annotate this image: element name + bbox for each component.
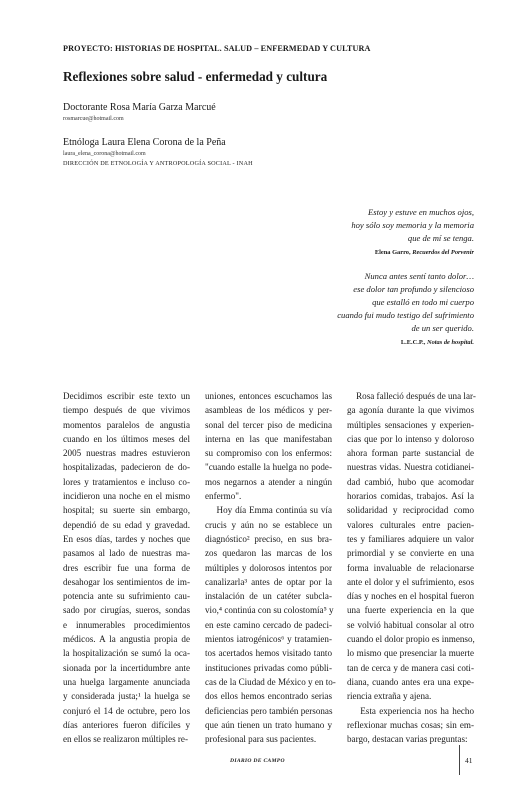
body-text-line: instalación de un catéter subcla-: [205, 591, 332, 602]
body-text-line: dad cambió, hubo que acomodar: [347, 476, 474, 487]
epigraph-2-source: [214, 339, 474, 346]
body-text-line: una huelga largamente anunciada: [63, 676, 190, 687]
epigraph-2-line: que estalló en todo mi cuerpo: [372, 297, 474, 307]
author-2-email: laura_elena_corona@hotmail.com: [63, 151, 146, 157]
project-heading: PROYECTO: HISTORIAS DE HOSPITAL. SALUD – ENFERMEDAD Y CULTURA: [63, 44, 371, 53]
body-text-line: interna en las que manifestaban: [205, 433, 332, 444]
body-text-line: sado por cirugías, sueros, sondas: [63, 605, 190, 616]
body-text-line: enfermo".: [205, 491, 242, 502]
body-text-line: médicos. A la angustia propia de: [63, 634, 190, 645]
body-text-line: múltiples sensaciones y experien-: [347, 419, 474, 430]
body-text-line: dependió de su edad y gravedad.: [63, 519, 190, 530]
epigraph-1-line: que de mí se tenga.: [407, 233, 474, 243]
body-text-line: tiempo después de que vivimos: [63, 405, 190, 416]
body-text-line: días y noches en el hospital fueron: [347, 591, 474, 602]
author-2-name: Etnóloga Laura Elena Corona de la Peña: [63, 137, 226, 148]
body-text-line: diana, cuando antes era una expe-: [347, 676, 474, 687]
body-text-line: cas de la Ciudad de México y en to-: [205, 676, 336, 687]
epigraph-2-line: ese dolor tan profundo y silencioso: [353, 284, 474, 294]
body-text-line: mientos iatrogénicos⁶ y tratamien-: [205, 634, 332, 645]
journal-name: DIARIO DE CAMPO: [230, 758, 285, 764]
body-column-1: [63, 389, 190, 746]
body-text-line: múltiples y dolorosos intentos por: [205, 562, 332, 573]
epigraph-1-line: Estoy y estuve en muchos ojos,: [368, 207, 474, 217]
body-column-2: [205, 389, 336, 746]
body-text-line: dos ellos hemos encontrado serias: [205, 691, 332, 702]
epigraph-1-author: Elena Garro,: [374, 249, 411, 256]
body-text-line: mos negarnos a atender a ningún: [205, 476, 332, 487]
body-text-line: diagnóstico² preciso, en sus bra-: [205, 533, 332, 544]
body-text-line: Esta experiencia nos ha hecho: [347, 705, 474, 716]
body-text-line: desahogar los sentimientos de im-: [63, 576, 190, 587]
page-number: 41: [465, 756, 473, 765]
body-text-line: hospitalizadas, padecieron de do-: [63, 462, 190, 473]
body-text-line: en ellos se realizaron múltiples re-: [63, 734, 188, 745]
epigraph-1: [214, 206, 474, 256]
body-text-line: hospital; su suerte sin embargo,: [63, 505, 190, 516]
epigraph-2-line: Nunca antes sentí tanto dolor…: [364, 271, 474, 281]
body-text-line: bargo, destacan varias preguntas:: [347, 734, 468, 745]
body-text-line: nuestras vidas. Nuestra cotidianei-: [347, 462, 474, 473]
epigraph-2-line: de un ser querido.: [411, 323, 474, 333]
article-title: Reflexiones sobre salud - enfermedad y cultura: [63, 69, 328, 84]
body-text-line: e innumerables procedimientos: [63, 619, 190, 630]
body-text-line: zos quedaron las marcas de los: [205, 548, 332, 559]
body-text-line: cuando el dolor propio es inmenso,: [347, 634, 475, 645]
body-text-line: En esos días, tardes y noches que: [63, 533, 190, 544]
body-text-line: riencia extraña y ajena.: [347, 691, 432, 702]
body-text-line: su compromiso con los enfermos:: [205, 448, 332, 459]
body-text-line: crucis y aún no se establece un: [205, 519, 332, 530]
body-text-line: dres escribir fue una forma de: [63, 562, 190, 573]
epigraph-2-author: L.E.C.P.,: [400, 339, 426, 346]
body-text-line: cuando en los últimos meses del: [63, 433, 190, 444]
body-text-line: tos acertados hemos visitado tanto: [205, 648, 332, 659]
author-1-email: rosmarcue@hotmail.com: [63, 116, 124, 122]
body-text-line: sonal del tercer piso de medicina: [205, 419, 332, 430]
body-text-line: lo mismo que presenciar la muerte: [347, 648, 474, 659]
body-text-line: Hoy día Emma continúa su vía: [205, 505, 332, 516]
body-text-line: sionada por la incertidumbre ante: [63, 662, 190, 673]
body-text-line: valores culturales entre pacien-: [347, 519, 474, 530]
body-text-line: lores y tratamientos e incluso co-: [63, 476, 190, 487]
body-text-line: forma invaluable de relacionarse: [347, 562, 474, 573]
body-text-line: Decidimos escribir este texto un: [63, 391, 190, 401]
body-text-line: se volvió habitual consolar al otro: [347, 619, 474, 630]
body-text-line: solidaridad y reciprocidad como: [347, 505, 474, 516]
author-2-affiliation: DIRECCIÓN DE ETNOLOGÍA Y ANTROPOLOGÍA SOCIAL - INAH: [63, 160, 253, 167]
body-text-line: en este camino cercado de padeci-: [205, 619, 332, 630]
body-text-line: uniones, entonces escuchamos las: [205, 391, 332, 401]
body-text-line: horarios comidas, trabajos. Así la: [347, 491, 474, 502]
body-text-line: potencia ante su sufrimiento cau-: [63, 591, 190, 602]
body-text-line: "cuando estalle la huelga no pode-: [205, 462, 332, 473]
epigraph-1-line: hoy sólo soy memoria y la memoria: [351, 220, 474, 230]
body-text-line: la hospitalización se sumó la oca-: [63, 648, 190, 659]
body-text-line: conjuró el 14 de octubre, pero los: [63, 705, 190, 716]
epigraph-2: [214, 270, 474, 346]
body-text-line: ante el dolor y el sufrimiento, esos: [347, 576, 474, 587]
body-text-line: una fuerte experiencia en la que: [347, 605, 474, 616]
body-text-line: deficiencias pero también personas: [205, 705, 333, 716]
epigraph-2-line: cuando fui mudo testigo del sufrimiento: [337, 310, 474, 320]
body-text-line: pasamos al lado de nuestras ma-: [63, 548, 190, 559]
body-text-line: tan de cerca y de manera casi coti-: [347, 662, 474, 673]
body-column-3: [347, 389, 474, 746]
body-text-line: Rosa falleció después de una lar-: [347, 391, 476, 401]
body-text-line: instituciones privadas como públi-: [205, 662, 332, 673]
body-text-line: tes y familiares adquiere un valor: [347, 533, 474, 544]
epigraph-1-source: [214, 249, 474, 256]
body-text-line: primordial y se convierte en una: [347, 548, 474, 559]
epigraph-1-work: Recuerdos del Porvenir: [412, 249, 474, 256]
body-text-line: que aún tienen un trato humano y: [205, 719, 332, 730]
body-text-line: profesional para sus pacientes.: [205, 734, 317, 745]
body-text-line: vio,⁴ continúa con su colostomía⁵ y: [205, 605, 334, 616]
body-text-line: canalizarla³ antes de optar por la: [205, 576, 332, 587]
epigraph-2-work: Notas de hospital.: [426, 339, 474, 346]
body-text-line: reflexionar muchas cosas; sin em-: [347, 719, 474, 730]
body-text-line: días anteriores fueron difíciles y: [63, 719, 190, 730]
body-text-line: momentos paralelos de angustia: [63, 419, 190, 430]
body-text-line: 2005 nuestras madres estuvieron: [63, 448, 190, 459]
body-text-line: ahora forman parte sustancial de: [347, 448, 474, 459]
body-text-line: incidieron una noche en el mismo: [63, 491, 190, 502]
page-number-rule: [459, 745, 460, 775]
body-text-line: y considerada justa;¹ la huelga se: [63, 691, 190, 702]
body-text-line: asambleas de los médicos y per-: [205, 405, 332, 416]
body-text-line: cias que por lo intenso y doloroso: [347, 433, 474, 444]
author-1-name: Doctorante Rosa María Garza Marcué: [63, 102, 216, 113]
body-text-line: ga agonía durante la que vivimos: [347, 405, 474, 416]
